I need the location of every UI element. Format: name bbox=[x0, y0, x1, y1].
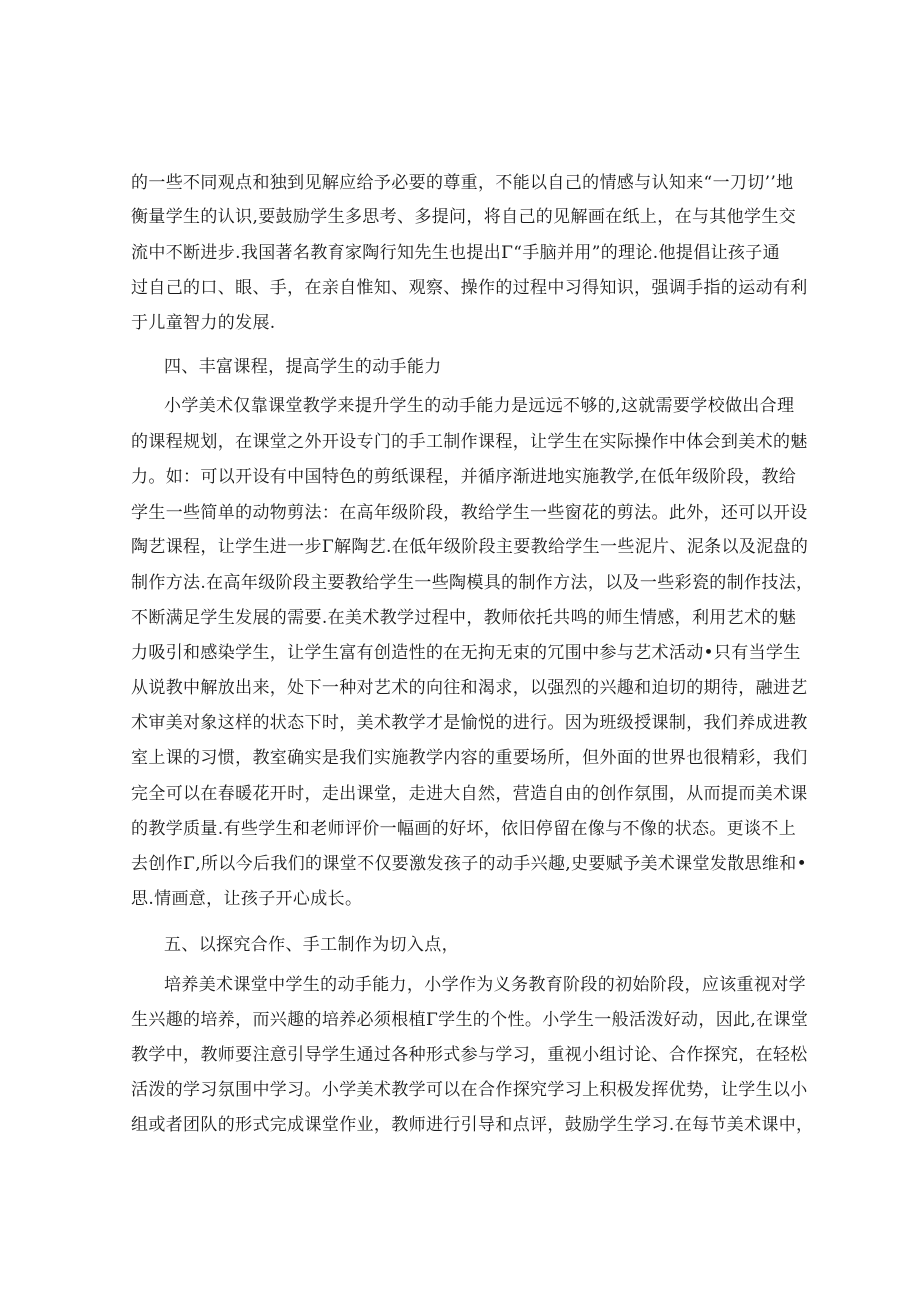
text-line: 去创作Γ,所以今后我们的课堂不仅要激发孩子的动手兴趣,史要赋予美术课堂发散思维和• bbox=[131, 854, 807, 874]
text-line: 术审美对象这样的状态下时，美术教学才是愉悦的进行。因为班级授课制，我们养成进教 bbox=[131, 713, 808, 733]
text-line: 流中不断进步.我国著名教育家陶行知先生也提出Γ“手脑并用”的理论.他提倡让孩子通 bbox=[131, 243, 780, 263]
text-line: 的教学质量.有些学生和老师评价一幅画的好坏，依旧停留在像与不像的状态。更谈不上 bbox=[131, 819, 797, 839]
text-line: 学生一些简单的动物剪法：在高年级阶段，教给学生一些窗花的剪法。此外，还可以开设 bbox=[131, 503, 808, 523]
text-line: 力吸引和感染学生，让学生富有创造性的在无拘无束的冗围中参与艺术活动•只有当学生 bbox=[131, 643, 801, 663]
text-line: 不断满足学生发展的需要.在美术教学过程中，教师依托共鸣的师生情感，利用艺术的魅 bbox=[131, 608, 797, 628]
text-line: 完全可以在春暖花开时，走出课堂，走进大自然，营造自由的创作氛围，从而提而美术课 bbox=[131, 784, 808, 804]
section-heading-four: 四、丰富课程，提高学生的动手能力 bbox=[164, 357, 442, 377]
text-line: 培养美术课堂中学生的动手能力，小学作为义务教育阶段的初始阶段，应该重视对学 bbox=[164, 975, 806, 995]
section-heading-five: 五、以探究合作、手工制作为切入点， bbox=[164, 935, 459, 955]
text-line: 衡量学生的认识,要鼓励学生多思考、多提问，将自己的见解画在纸上，在与其他学生交 bbox=[131, 207, 797, 227]
text-line: 的课程规划，在课堂之外开设专门的手工制作课程，让学生在实际操作中体会到美术的魅 bbox=[131, 432, 808, 452]
text-line: 于儿童智力的发展. bbox=[131, 313, 276, 333]
text-line: 从说教中解放出来，处下一种对艺术的向往和渴求，以强烈的兴趣和迫切的期待，融进艺 bbox=[131, 678, 808, 698]
text-line: 组或者团队的形式完成课堂作业，教师进行引导和点评，鼓励学生学习.在每节美术课中， bbox=[131, 1115, 814, 1135]
text-line: 室上课的习惯，教室确实是我们实施教学内容的重要场所，但外面的世界也很精彩，我们 bbox=[131, 748, 808, 768]
text-line: 力。如：可以开设有中国特色的剪纸课程，并循序渐进地实施教学,在低年级阶段，教给 bbox=[131, 467, 797, 487]
text-line: 小学美术仅靠课堂教学来提升学生的动手能力是远远不够的,这就需要学校做出合理 bbox=[164, 396, 795, 416]
text-line: 生兴趣的培养，而兴趣的培养必须根植Γ学生的个性。小学生一般活泼好动，因此,在课堂 bbox=[131, 1010, 809, 1030]
text-line: 的一些不同观点和独到见解应给予必要的尊重，不能以自己的情感与认知来“一刀切’’地 bbox=[131, 173, 794, 193]
text-line: 制作方法.在高年级阶段主要教给学生一些陶模具的制作方法，以及一些彩瓷的制作技法， bbox=[131, 573, 814, 593]
text-line: 思.情画意，让孩子开心成长。 bbox=[131, 889, 363, 909]
text-line: 过自己的口、眼、手，在亲自惟知、观察、操作的过程中习得知识，强调手指的运动有利 bbox=[131, 278, 808, 298]
text-line: 陶艺课程，让学生进一步Γ解陶艺.在低年级阶段主要教给学生一些泥片、泥条以及泥盘的 bbox=[131, 537, 809, 557]
text-line: 活泼的学习氛围中学习。小学美术教学可以在合作探究学习上积极发挥优势，让学生以小 bbox=[131, 1080, 808, 1100]
text-line: 教学中，教师要注意引导学生通过各种形式参与学习，重视小组讨论、合作探究，在轻松 bbox=[131, 1045, 808, 1065]
